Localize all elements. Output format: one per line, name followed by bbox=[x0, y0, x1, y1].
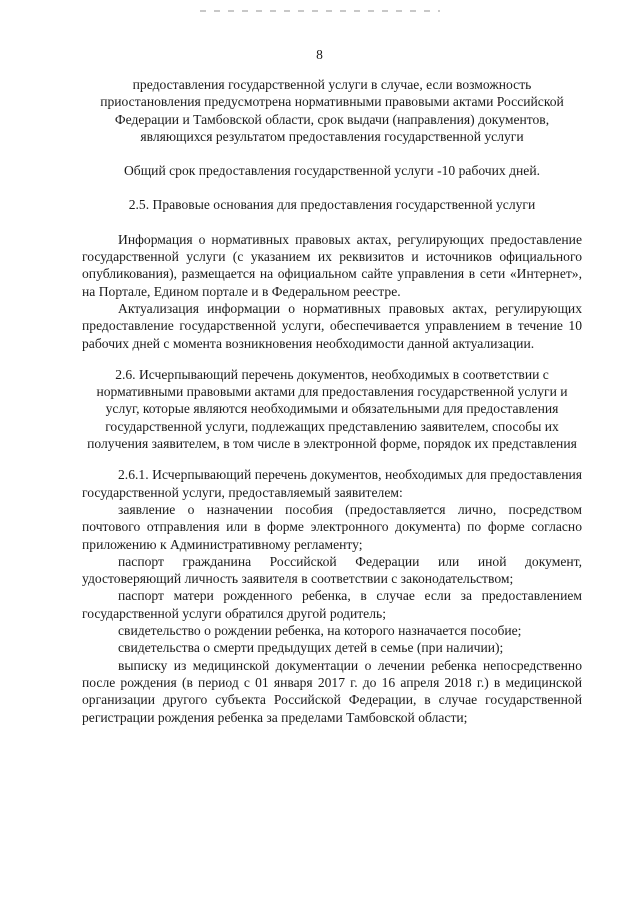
section-2-6-heading: 2.6. Исчерпывающий перечень документов, необходимых в соответствии с нормативными правовыми актами для предоставления государственной услуги и услуг, которые являются необходимыми и обязательными для предоставления государственной услуги, подлежащих представлению заявителем, способы их получения заявителем, в том числе в электронной форме, порядок их представления bbox=[87, 366, 577, 452]
document-list-item: заявление о назначении пособия (предоставляется лично, посредством почтового отправления или в форме электронного документа) по форме согласно приложению к Административному регламенту; bbox=[82, 501, 582, 552]
document-list-item: паспорт матери рожденного ребенка, в случае если за предоставлением государственной услуги обратился другой родитель; bbox=[82, 588, 582, 621]
page-number: 8 bbox=[316, 47, 323, 62]
total-term: Общий срок предоставления государственной услуги -10 рабочих дней. bbox=[123, 163, 541, 179]
section-2-5-paragraph: Актуализация информации о нормативных правовых актах, регулирующих предоставление государственной услуги, обеспечивается управлением в течение 10 рабочих дней с момента возникновения необходимости данной актуализации. bbox=[82, 300, 582, 351]
scan-artifact bbox=[200, 10, 440, 12]
section-2-5-heading: 2.5. Правовые основания для предоставления государственной услуги bbox=[128, 197, 536, 213]
intro-paragraph: предоставления государственной услуги в случае, если возможность приостановления предусмотрена нормативными правовыми актами Российской Федерации и Тамбовской области, срок выдачи (направления) документов, являющихся результатом предоставления государственной услуги bbox=[100, 77, 564, 144]
section-2-6-1-intro: 2.6.1. Исчерпывающий перечень документов, необходимых для предоставления государственной услуги, предоставляемый заявителем: bbox=[82, 467, 582, 500]
document-list-item: свидетельство о рождении ребенка, на которого назначается пособие; bbox=[118, 623, 522, 639]
document-list-item: выписку из медицинской документации о лечении ребенка непосредственно после рождения (в период с 01 января 2017 г. до 16 апреля 2018 г.) в медицинской организации другого субъекта Российской Федерации, в случае государственной регистрации рождения ребенка за пределами Тамбовской области; bbox=[82, 657, 582, 725]
document-list-item: свидетельства о смерти предыдущих детей в семье (при наличии); bbox=[118, 640, 504, 656]
section-2-5-paragraph: Информация о нормативных правовых актах, регулирующих предоставление государственной услуги (с указанием их реквизитов и источников официального опубликования), размещается на официальном сайте управления в сети «Интернет», на Портале, Едином портале и в Федеральном реестре. bbox=[82, 231, 582, 299]
document-body bbox=[82, 76, 582, 726]
document-list-item: паспорт гражданина Российской Федерации или иной документ, удостоверяющий личность заявителя в соответствии с законодательством; bbox=[82, 553, 582, 587]
